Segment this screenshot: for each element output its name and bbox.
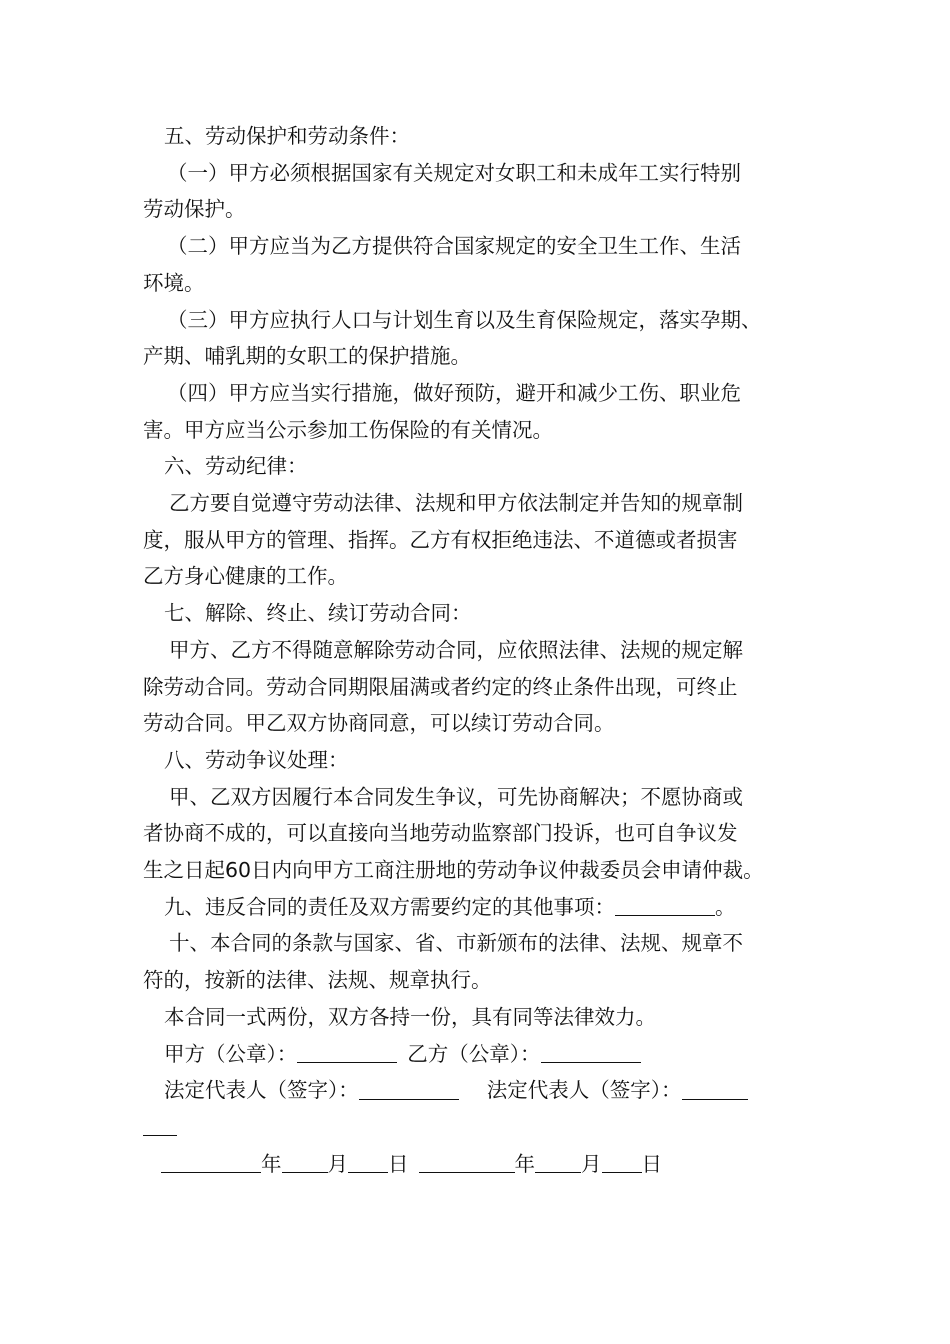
item9-end: 。 (715, 894, 736, 919)
date-line (143, 1146, 808, 1183)
month-label-b: 月 (581, 1151, 602, 1176)
month-blank-a[interactable] (282, 1151, 328, 1174)
representative-line-wrap (143, 1109, 808, 1146)
day-label-b: 日 (641, 1151, 662, 1176)
paragraph-line: 甲、乙双方因履行本合同发生争议，可先协商解决；不愿协商或 (169, 784, 743, 809)
year-blank-a[interactable] (161, 1151, 261, 1174)
party-a-seal-blank[interactable] (297, 1041, 397, 1064)
paragraph-line: 劳动合同。甲乙双方协商同意，可以续订劳动合同。 (143, 711, 615, 736)
party-b-seal-blank[interactable] (541, 1041, 641, 1064)
paragraph-line: 乙方身心健康的工作。 (143, 564, 348, 589)
paragraph-line: （一）甲方必须根据国家有关规定对女职工和未成年工实行特别 (167, 160, 741, 185)
paragraph-line: 生之日起60日内向甲方工商注册地的劳动争议仲裁委员会申请仲裁。 (143, 858, 764, 883)
year-blank-b[interactable] (419, 1151, 515, 1174)
section-heading-8: 八、劳动争议处理： (164, 747, 349, 772)
day-blank-b[interactable] (602, 1151, 642, 1174)
copies-statement: 本合同一式两份，双方各持一份，具有同等法律效力。 (164, 1004, 656, 1029)
year-label-a: 年 (261, 1151, 282, 1176)
paragraph-line: 符的，按新的法律、法规、规章执行。 (143, 968, 492, 993)
section-heading-5: 五、劳动保护和劳动条件： (164, 124, 410, 148)
section-heading-9 (143, 889, 808, 926)
year-label-b: 年 (514, 1151, 535, 1176)
rep-b-label: 法定代表人（签字）： (486, 1078, 682, 1103)
day-blank-a[interactable] (348, 1151, 388, 1174)
paragraph-line: （四）甲方应当实行措施，做好预防，避开和减少工伤、职业危 (167, 380, 741, 405)
month-label-a: 月 (327, 1151, 348, 1176)
rep-b-blank[interactable] (682, 1077, 748, 1100)
paragraph-line: 产期、哺乳期的女职工的保护措施。 (143, 344, 471, 369)
item9-text: 九、违反合同的责任及双方需要约定的其他事项： (164, 894, 615, 919)
paragraph-line: 乙方要自觉遵守劳动法律、法规和甲方依法制定并告知的规章制 (169, 491, 743, 516)
section-heading-6: 六、劳动纪律： (164, 454, 308, 479)
rep-a-label: 法定代表人（签字）： (164, 1078, 359, 1103)
paragraph-line: （二）甲方应当为乙方提供符合国家规定的安全卫生工作、生活 (167, 234, 741, 259)
paragraph-line: 害。甲方应当公示参加工伤保险的有关情况。 (143, 417, 553, 442)
paragraph-line: 度，服从甲方的管理、指挥。乙方有权拒绝违法、不道德或者损害 (143, 527, 738, 552)
representative-line (143, 1072, 808, 1109)
day-label-a: 日 (388, 1151, 409, 1176)
blank-field[interactable] (615, 894, 715, 917)
seal-line (143, 1036, 808, 1073)
paragraph-line: 者协商不成的，可以直接向当地劳动监察部门投诉，也可自争议发 (143, 821, 738, 846)
section-heading-7: 七、解除、终止、续订劳动合同： (164, 601, 472, 626)
paragraph-line: （三）甲方应执行人口与计划生育以及生育保险规定，落实孕期、 (167, 307, 762, 332)
rep-b-blank-continued[interactable] (143, 1114, 177, 1137)
paragraph-line: 除劳动合同。劳动合同期限届满或者约定的终止条件出现，可终止 (143, 674, 738, 699)
paragraph-line: 甲方、乙方不得随意解除劳动合同，应依照法律、法规的规定解 (169, 637, 743, 662)
paragraph-line: 环境。 (143, 270, 205, 295)
month-blank-b[interactable] (535, 1151, 581, 1174)
paragraph-line: 劳动保护。 (143, 197, 246, 222)
rep-a-blank[interactable] (359, 1077, 459, 1100)
party-b-seal-label: 乙方（公章）： (407, 1041, 541, 1066)
section-heading-10: 十、本合同的条款与国家、省、市新颁布的法律、法规、规章不 (169, 931, 743, 956)
contract-body (143, 118, 808, 1182)
party-a-seal-label: 甲方（公章）： (164, 1041, 298, 1066)
